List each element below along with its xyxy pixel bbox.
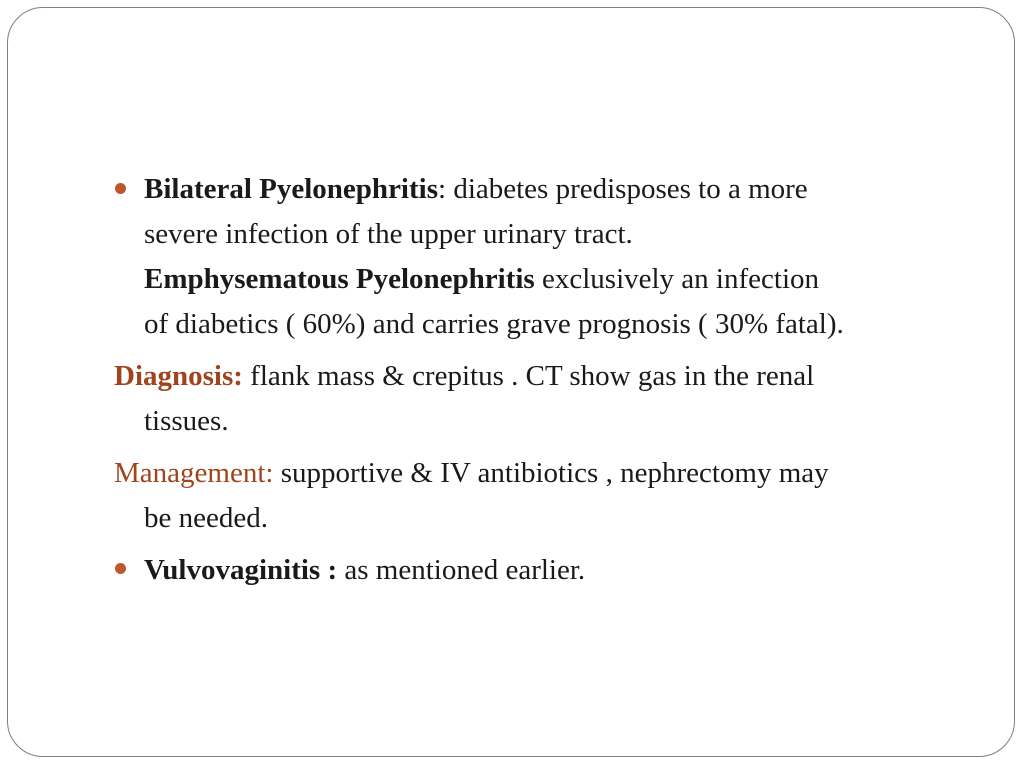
bilateral-colon: : <box>438 173 447 205</box>
diagnosis-label: Diagnosis: <box>114 360 243 392</box>
management-line-2 <box>144 504 268 533</box>
management-label: Management: <box>114 457 274 489</box>
emphysematous-line-2 <box>144 310 844 339</box>
emphysematous-text-2: of diabetics ( 60%) and carries grave prognosis ( 30% fatal). <box>144 308 844 340</box>
vulvovaginitis-line <box>144 556 585 585</box>
diagnosis-line-2 <box>144 407 229 436</box>
vulvovaginitis-term: Vulvovaginitis : <box>144 554 338 586</box>
emphysematous-term: Emphysematous Pyelonephritis <box>144 263 535 295</box>
diagnosis-text-2: tissues. <box>144 405 229 437</box>
bilateral-text-1: diabetes predisposes to a more <box>446 173 808 205</box>
bilateral-line-1 <box>144 175 808 204</box>
management-text-2: be needed. <box>144 502 268 534</box>
bullet-icon <box>115 183 126 194</box>
bullet-icon <box>115 563 126 574</box>
diagnosis-text-1: flank mass & crepitus . CT show gas in the renal <box>242 360 815 392</box>
vulvovaginitis-text: as mentioned earlier. <box>337 554 586 586</box>
management-text-1: supportive & IV antibiotics , nephrectomy may <box>273 457 829 489</box>
management-line-1 <box>114 459 829 488</box>
emphysematous-text: exclusively an infection <box>534 263 819 295</box>
emphysematous-line <box>144 265 819 294</box>
diagnosis-line-1 <box>114 362 814 391</box>
bilateral-term: Bilateral Pyelonephritis <box>144 173 438 205</box>
bilateral-line-2 <box>144 220 633 249</box>
bilateral-text-2: severe infection of the upper urinary tract. <box>144 218 633 250</box>
